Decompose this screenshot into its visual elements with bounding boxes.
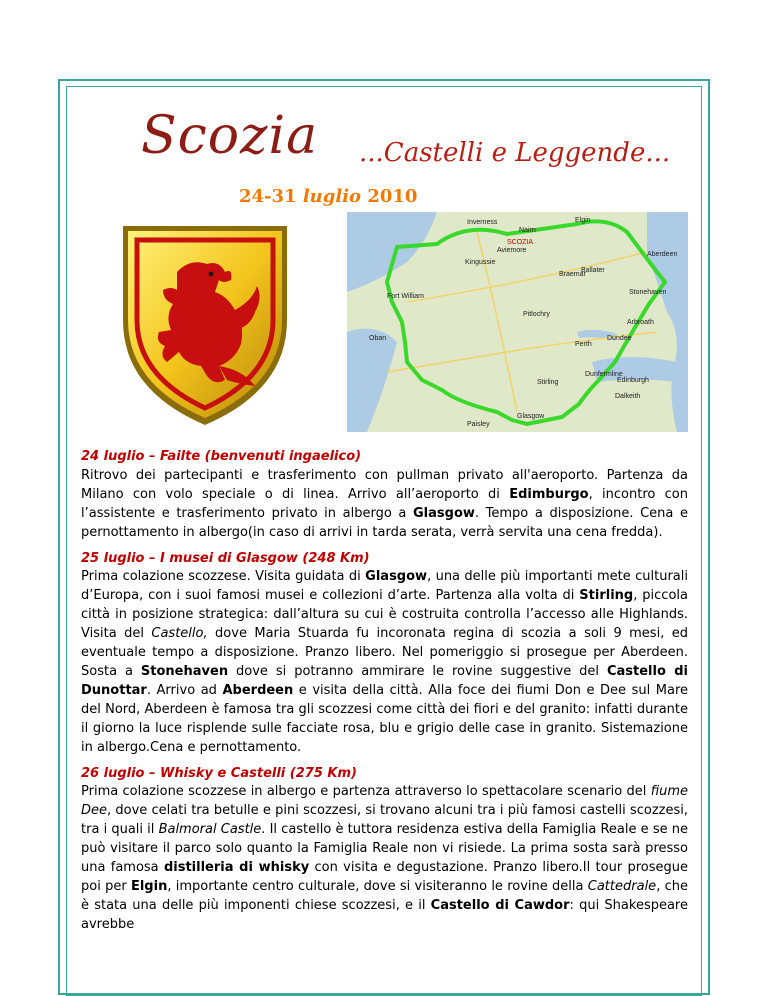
map-label: Nairn: [519, 227, 536, 234]
itinerary: [81, 448, 688, 942]
trip-dates: [239, 186, 417, 207]
day-3-text: , che è stata una delle più imponenti chiese scozzesi, e il: [81, 878, 688, 913]
map-label: Stonehaven: [629, 289, 667, 296]
day-2-text: dove si potranno ammirare le rovine suggestive del: [228, 663, 607, 679]
day-3-text: , dove celati tra betulle e pini scozzesi, si trovano alcuni tra i più famosi castelli scozzesi, tra i quali il: [81, 803, 688, 838]
day-1-text: , incontro con l’assistente e trasferimento privato in albergo a: [81, 486, 688, 521]
day-2-bold: Stirling: [579, 588, 634, 604]
day-3-text: : qui Shakespeare avrebbe: [81, 897, 688, 932]
scotland-lion-shield-image: [115, 220, 295, 430]
day-3-italic: Balmoral Castle: [158, 822, 262, 838]
map-label: Aberdeen: [647, 251, 678, 258]
day-3-text: . Il castello è tuttora residenza estiva della Famiglia Reale e se ne può visitare il parco solo quanto la Famiglia Reale non vi risiede. La prima sosta sarà presso una famosa: [81, 822, 688, 876]
day-3-title: 26 luglio – Whisky e Castelli (275 Km): [81, 765, 357, 781]
map-label: Elgin: [575, 217, 591, 224]
day-2: [81, 550, 688, 758]
map-label: Stirling: [537, 379, 559, 386]
map-label: Inverness: [467, 219, 498, 226]
day-2-title: 25 luglio – I musei di Glasgow (248 Km): [81, 550, 370, 566]
day-2-italic: Castello,: [151, 626, 208, 642]
map-label: Dundee: [607, 335, 632, 342]
day-3-italic: Cattedrale: [587, 878, 657, 894]
route-map-image: [347, 212, 688, 432]
map-label: Braemar: [559, 271, 586, 278]
map-label: Aviemore: [497, 247, 527, 254]
day-2-text: dove Maria Stuarda fu incoronata regina di scozia a soli 9 mesi, ed eventuale tempo a disposizione. Pranzo libero. Nel pomeriggio si prosegue per Aberdeen. Sosta a: [81, 626, 689, 679]
map-label: Perth: [575, 341, 592, 348]
dates-year: 2010: [361, 186, 418, 207]
map-label: Fort William: [387, 293, 424, 300]
day-3-italic: fiume Dee: [81, 784, 688, 819]
day-2-bold: Stonehaven: [140, 663, 229, 679]
day-2-bold: Aberdeen: [222, 682, 294, 698]
day-2-text: . Arrivo ad: [146, 682, 223, 698]
day-1-title: 24 luglio – Failte (benvenuti ingaelico): [81, 449, 362, 464]
day-2-text: e visita della città. Alla foce dei fiumi Don e Dee sul Mare del Nord, Aberdeen è famosa tra gli scozzesi come città dei fiori e del granito: infatti durante il giorno la luce risplende sulle facciate rosa, blu e grigio delle case in granito. Sistemazione in albergo.Cena e pernottamento.: [81, 682, 688, 755]
day-3-text: Prima colazione scozzese in albergo e partenza attraverso lo spettacolare scenario del: [81, 784, 651, 800]
day-3: [81, 765, 688, 935]
dates-month: luglio: [302, 186, 362, 207]
day-3-text: con visita e degustazione. Pranzo libero.Il tour prosegue poi per: [81, 860, 689, 894]
day-1-bold: Glasgow: [413, 505, 475, 521]
day-1-text: Ritrovo dei partecipanti e trasferimento con pullman privato all'aeroporto. Partenza da Milano con volo speciale o di linea. Arrivo all’aeroporto di: [81, 467, 688, 502]
day-3-bold: Castello di Cawdor: [430, 897, 570, 913]
day-3-bold: Elgin: [130, 878, 168, 894]
map-label: Ballater: [581, 267, 605, 274]
day-3-text: , importante centro culturale, dove si visiteranno le rovine della: [167, 878, 588, 894]
day-2-bold: Castello di Dunottar: [81, 663, 689, 698]
day-2-bold: Glasgow: [365, 569, 428, 585]
map-label: Edinburgh: [617, 377, 649, 384]
dates-days: 24-31: [239, 186, 303, 207]
day-2-text: , piccola città in posizione strategica: dall’altura su cui è costruita controlla l’accesso alle Highlands. Visita del: [81, 588, 688, 642]
map-label: SCOZIA: [507, 239, 534, 246]
page-subtitle: ...Castelli e Leggende...: [359, 138, 671, 168]
map-label: Glasgow: [517, 413, 545, 420]
map-label: Arbroath: [627, 319, 654, 326]
day-3-bold: distilleria di whisky: [163, 860, 310, 876]
day-2-text: Prima colazione scozzese. Visita guidata di: [81, 569, 366, 585]
map-label: Kingussie: [465, 259, 496, 266]
map-label: Pitlochry: [523, 311, 550, 318]
day-1: [81, 448, 688, 543]
day-1-text: . Tempo a disposizione. Cena e pernottamento in albergo(in caso di arrivi in tarda serata, verrà servita una cena fredda).: [81, 505, 689, 540]
page-title: Scozia: [141, 106, 319, 166]
map-label: Paisley: [467, 421, 490, 428]
map-label: Dalkeith: [615, 393, 641, 400]
map-label: Dunfermline: [585, 371, 623, 378]
day-1-bold: Edimburgo: [509, 486, 589, 502]
title-block: [141, 100, 681, 180]
day-2-text: , una delle più importanti mete culturali d’Europa, con i suoi famosi musei e collezioni d’arte. Partenza alla volta di: [81, 569, 688, 604]
map-label: Oban: [369, 335, 387, 342]
